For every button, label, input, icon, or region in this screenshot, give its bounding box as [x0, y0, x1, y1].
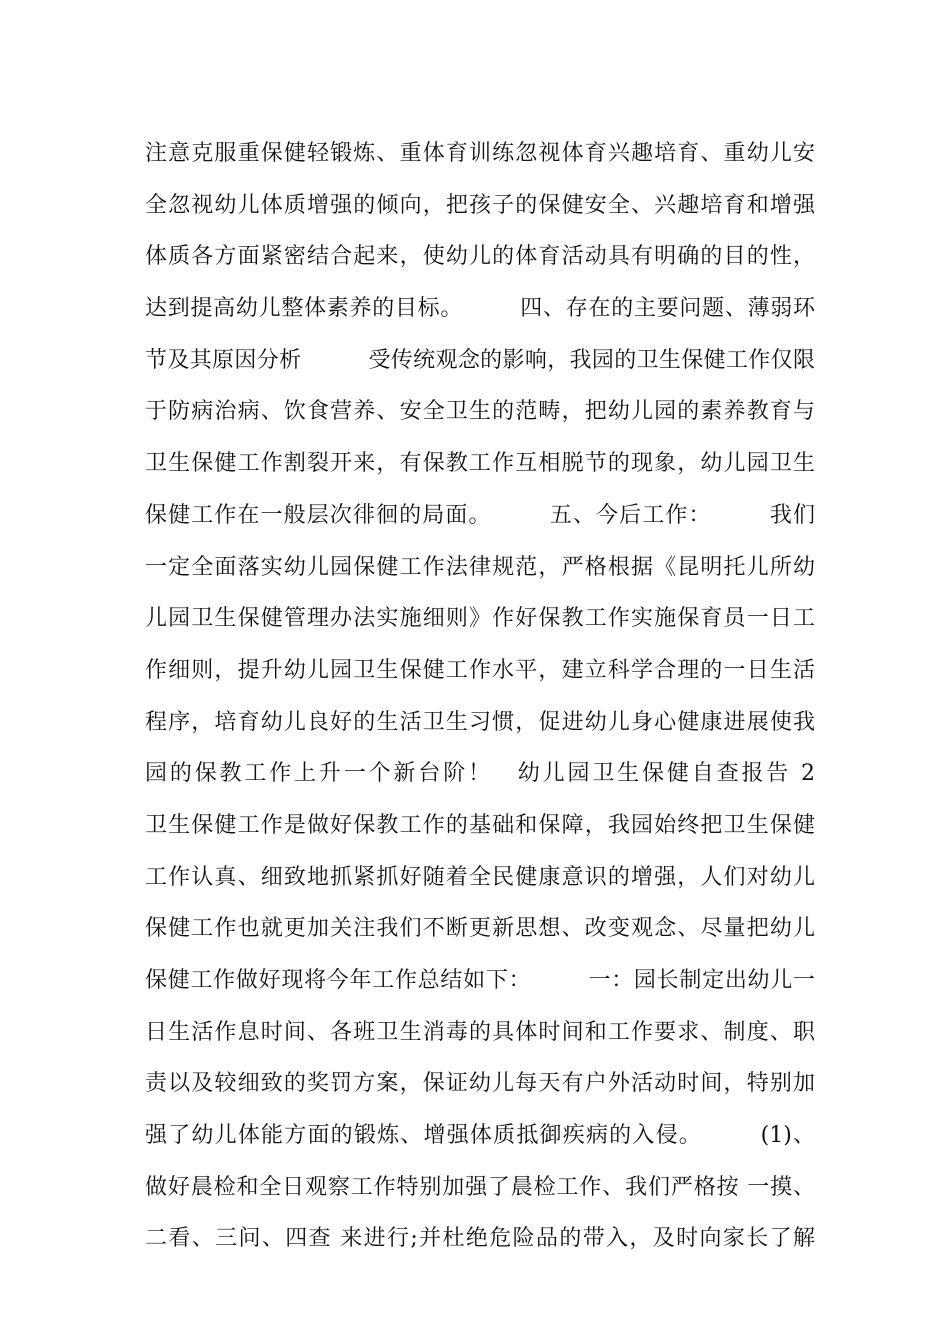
text-line: 达到提高幼儿整体素养的目标。 四、存在的主要问题、薄弱环 [145, 296, 815, 322]
text-line: 全忽视幼儿体质增强的倾向，把孩子的保健安全、兴趣培育和增强 [145, 192, 815, 218]
text-line: 责以及较细致的奖罚方案，保证幼儿每天有户外活动时间，特别加 [145, 1071, 815, 1097]
body-text [145, 128, 815, 1265]
text-line: 一定全面落实幼儿园保健工作法律规范，严格根据《昆明托儿所幼 [145, 554, 815, 580]
text-line: 程序，培育幼儿良好的生活卫生习惯，促进幼儿身心健康进展使我 [145, 709, 815, 735]
text-line: 作细则，提升幼儿园卫生保健工作水平，建立科学合理的一日生活 [145, 657, 815, 683]
text-line: 做好晨检和全日观察工作特别加强了晨检工作、我们严格按 一摸、 [145, 1174, 815, 1200]
text-line: 保健工作在一般层次徘徊的局面。 五、今后工作： 我们 [145, 502, 815, 528]
text-line: 节及其原因分析 受传统观念的影响，我园的卫生保健工作仅限 [145, 347, 815, 373]
text-line: 注意克服重保健轻锻炼、重体育训练忽视体育兴趣培育、重幼儿安 [145, 141, 815, 166]
text-line: 保健工作做好现将今年工作总结如下： 一：园长制定出幼儿一 [145, 968, 815, 993]
text-line: 体质各方面紧密结合起来，使幼儿的体育活动具有明确的目的性， [145, 244, 815, 270]
text-line: 卫生保健工作割裂开来，有保教工作互相脱节的现象，幼儿园卫生 [145, 451, 815, 477]
text-line: 于防病治病、饮食营养、安全卫生的范畴，把幼儿园的素养教育与 [145, 399, 815, 425]
text-line: 二看、三问、四查 来进行;并杜绝危险品的带入，及时向家长了解 [145, 1226, 815, 1252]
text-line: 强了幼儿体能方面的锻炼、增强体质抵御疾病的入侵。 (1)、 [145, 1123, 815, 1149]
text-line: 工作认真、细致地抓紧抓好随着全民健康意识的增强，人们对幼儿 [145, 864, 815, 890]
text-line: 保健工作也就更加关注我们不断更新思想、改变观念、尽量把幼儿 [145, 916, 815, 942]
text-line: 卫生保健工作是做好保教工作的基础和保障，我园始终把卫生保健 [145, 812, 815, 838]
text-line: 园的保教工作上升一个新台阶！ 幼儿园卫生保健自查报告 2 [145, 761, 815, 787]
text-line: 儿园卫生保健管理办法实施细则》作好保教工作实施保育员一日工 [145, 606, 815, 632]
text-line: 日生活作息时间、各班卫生消毒的具体时间和工作要求、制度、职 [145, 1019, 815, 1045]
